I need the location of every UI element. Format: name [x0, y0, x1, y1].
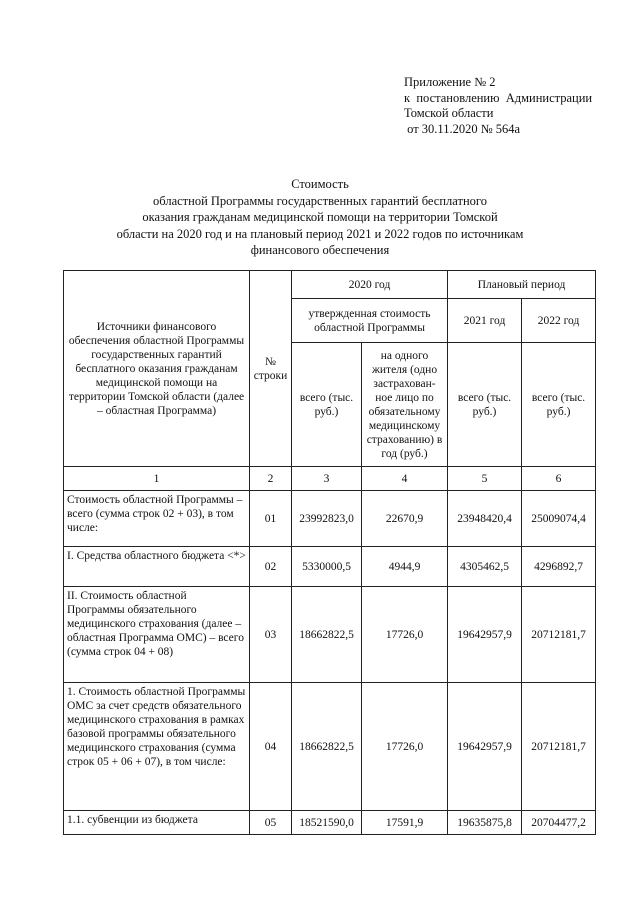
column-number: 3	[292, 467, 362, 491]
appendix-line: к постановлению Администрации	[404, 90, 593, 105]
header-year-2022: 2022 год	[522, 299, 596, 343]
row-total-2020: 18521590,0	[292, 811, 362, 835]
row-name: 1.1. субвенции из бюджета	[64, 811, 250, 835]
table-row	[64, 547, 596, 587]
header-year-2021: 2021 год	[448, 299, 522, 343]
title-line: Стоимость	[291, 177, 349, 191]
title-line: области на 2020 год и на плановый период 2021 и 2022 годов по источникам	[116, 226, 524, 241]
appendix-block	[404, 75, 592, 137]
row-total-2022: 20712181,7	[522, 587, 596, 683]
row-total-2020: 23992823,0	[292, 491, 362, 547]
header-total-2021: всего (тыс. руб.)	[448, 343, 522, 467]
table-row	[64, 587, 596, 683]
title-line: финансового обеспечения	[250, 243, 390, 257]
row-per-capita: 22670,9	[362, 491, 448, 547]
header-total-2022: всего (тыс. руб.)	[522, 343, 596, 467]
document-title	[60, 176, 580, 259]
title-line: оказания гражданам медицинской помощи на территории Томской	[142, 210, 498, 224]
header-per-capita: на одного жителя (одно застрахован-ное лицо по обязательному медицинскому страхованию) в год (руб.)	[362, 343, 448, 467]
row-total-2021: 19642957,9	[448, 683, 522, 811]
row-total-2022: 25009074,4	[522, 491, 596, 547]
column-number: 5	[448, 467, 522, 491]
row-name: I. Средства областного бюджета <*>	[64, 547, 250, 587]
header-row-number: № строки	[250, 271, 292, 467]
row-total-2022: 20704477,2	[522, 811, 596, 835]
row-total-2021: 4305462,5	[448, 547, 522, 587]
cost-table	[63, 270, 596, 835]
row-total-2022: 4296892,7	[522, 547, 596, 587]
table-row	[64, 811, 596, 835]
column-number: 4	[362, 467, 448, 491]
row-per-capita: 17726,0	[362, 587, 448, 683]
row-total-2022: 20712181,7	[522, 683, 596, 811]
row-number: 05	[250, 811, 292, 835]
appendix-line: от 30.11.2020 № 564а	[404, 121, 521, 136]
row-name: 1. Стоимость областной Программы ОМС за счет средств обязательного медицинского страхования в рамках базовой программы обязательного медицинского страхования (сумма строк 05 + 06 + 07), в том числе:	[64, 683, 250, 811]
row-number: 03	[250, 587, 292, 683]
row-total-2021: 23948420,4	[448, 491, 522, 547]
header-planned-period: Плановый период	[448, 271, 596, 299]
column-number: 1	[64, 467, 250, 491]
row-number: 01	[250, 491, 292, 547]
row-per-capita: 17591,9	[362, 811, 448, 835]
row-number: 04	[250, 683, 292, 811]
row-per-capita: 17726,0	[362, 683, 448, 811]
table-row	[64, 683, 596, 811]
appendix-line: Томской области	[404, 106, 494, 120]
row-total-2020: 18662822,5	[292, 683, 362, 811]
row-total-2020: 18662822,5	[292, 587, 362, 683]
column-number: 6	[522, 467, 596, 491]
row-total-2021: 19635875,8	[448, 811, 522, 835]
row-per-capita: 4944,9	[362, 547, 448, 587]
row-number: 02	[250, 547, 292, 587]
row-name: Стоимость областной Программы – всего (сумма строк 02 + 03), в том числе:	[64, 491, 250, 547]
header-source: Источники финансового обеспечения областной Программы государственных гарантий бесплатного оказания гражданам медицинской помощи на территории Томской области (далее – областная Программа)	[64, 271, 250, 467]
header-approved-cost: утвержденная стоимость областной Программы	[292, 299, 448, 343]
title-line: областной Программы государственных гарантий бесплатного	[153, 193, 487, 208]
header-year-2020: 2020 год	[292, 271, 448, 299]
row-total-2021: 19642957,9	[448, 587, 522, 683]
appendix-line: Приложение № 2	[404, 75, 496, 89]
row-name: II. Стоимость областной Программы обязательного медицинского страхования (далее – областная Программа ОМС) – всего (сумма строк 04 + 08)	[64, 587, 250, 683]
header-total: всего (тыс. руб.)	[292, 343, 362, 467]
column-number: 2	[250, 467, 292, 491]
table-row	[64, 491, 596, 547]
row-total-2020: 5330000,5	[292, 547, 362, 587]
